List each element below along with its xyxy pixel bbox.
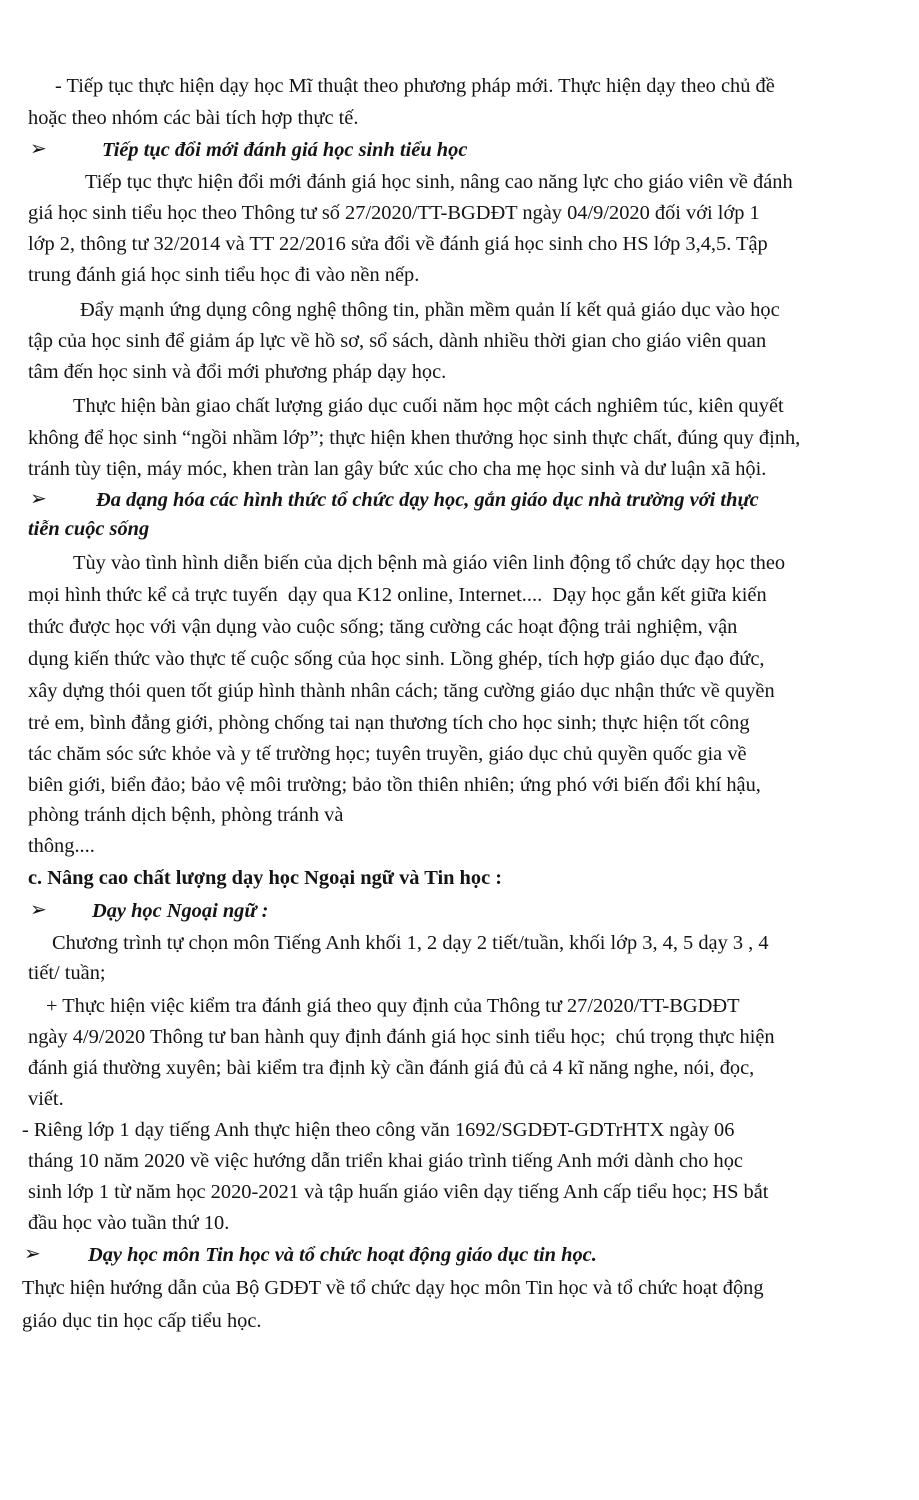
text-line: Thực hiện bàn giao chất lượng giáo dục cuối năm học một cách nghiêm túc, kiên quyết	[73, 395, 784, 417]
arrowhead-bullet-icon: ➢	[30, 488, 47, 510]
section-heading: Đa dạng hóa các hình thức tổ chức dạy học, gắn giáo dục nhà trường với thực	[96, 489, 759, 511]
text-line: phòng tránh dịch bệnh, phòng tránh và	[28, 804, 344, 826]
text-line: xây dựng thói quen tốt giúp hình thành nhân cách; tăng cường giáo dục nhận thức về quyền	[28, 680, 775, 702]
section-heading: Dạy học Ngoại ngữ :	[92, 900, 269, 922]
text-line: Chương trình tự chọn môn Tiếng Anh khối 1, 2 dạy 2 tiết/tuần, khối lớp 3, 4, 5 dạy 3 , 4	[52, 932, 769, 954]
text-line: lớp 2, thông tư 32/2014 và TT 22/2016 sửa đổi về đánh giá học sinh cho HS lớp 3,4,5. Tập	[28, 233, 768, 255]
text-line: Thực hiện hướng dẫn của Bộ GDĐT về tổ chức dạy học môn Tin học và tổ chức hoạt động	[22, 1277, 764, 1299]
text-line: đánh giá thường xuyên; bài kiểm tra định kỳ cần đánh giá đủ cả 4 kĩ năng nghe, nói, đọc,	[28, 1057, 755, 1079]
section-heading: tiễn cuộc sống	[28, 518, 150, 540]
text-line: hoặc theo nhóm các bài tích hợp thực tế.	[28, 107, 359, 129]
text-line: tiết/ tuần;	[28, 962, 106, 984]
text-line: + Thực hiện việc kiểm tra đánh giá theo quy định của Thông tư 27/2020/TT-BGDĐT	[46, 995, 740, 1017]
text-line: giá học sinh tiểu học theo Thông tư số 27/2020/TT-BGDĐT ngày 04/9/2020 đối với lớp 1	[28, 202, 760, 224]
text-line: ngày 4/9/2020 Thông tư ban hành quy định đánh giá học sinh tiểu học; chú trọng thực hiện	[28, 1026, 775, 1048]
text-line: - Riêng lớp 1 dạy tiếng Anh thực hiện theo công văn 1692/SGDĐT-GDTrHTX ngày 06	[22, 1119, 735, 1141]
text-line: tập của học sinh để giảm áp lực về hồ sơ, sổ sách, dành nhiều thời gian cho giáo viên quan	[28, 330, 767, 352]
text-line: Tiếp tục thực hiện đổi mới đánh giá học sinh, nâng cao năng lực cho giáo viên về đánh	[85, 171, 793, 193]
text-line: biên giới, biển đảo; bảo vệ môi trường; bảo tồn thiên nhiên; ứng phó với biến đổi khí hậu,	[28, 774, 761, 796]
section-heading: Tiếp tục đổi mới đánh giá học sinh tiểu học	[102, 139, 468, 161]
arrowhead-bullet-icon: ➢	[24, 1243, 41, 1265]
text-line: dụng kiến thức vào thực tế cuộc sống của học sinh. Lồng ghép, tích hợp giáo dục đạo đức,	[28, 648, 765, 670]
text-line: - Tiếp tục thực hiện dạy học Mĩ thuật theo phương pháp mới. Thực hiện dạy theo chủ đề	[55, 75, 775, 97]
arrowhead-bullet-icon: ➢	[30, 138, 47, 160]
text-line: trung đánh giá học sinh tiểu học đi vào nền nếp.	[28, 264, 420, 286]
section-heading: Dạy học môn Tin học và tổ chức hoạt động giáo dục tin học.	[88, 1244, 597, 1266]
text-line: Tùy vào tình hình diễn biến của dịch bệnh mà giáo viên linh động tổ chức dạy học theo	[73, 552, 786, 574]
subsection-heading: c. Nâng cao chất lượng dạy học Ngoại ngữ và Tin học :	[28, 867, 503, 889]
text-line: mọi hình thức kể cả trực tuyến dạy qua K12 online, Internet.... Dạy học gắn kết giữa kiến	[28, 584, 767, 606]
text-line: tâm đến học sinh và đổi mới phương pháp dạy học.	[28, 361, 447, 383]
text-line: tránh tùy tiện, máy móc, khen tràn lan gây bức xúc cho cha mẹ học sinh và dư luận xã hội.	[28, 458, 767, 480]
text-line: trẻ em, bình đẳng giới, phòng chống tai nạn thương tích cho học sinh; thực hiện tốt công	[28, 712, 750, 734]
text-line: tác chăm sóc sức khỏe và y tế trường học; tuyên truyền, giáo dục chủ quyền quốc gia về	[28, 743, 747, 765]
text-line: viết.	[28, 1088, 64, 1110]
text-line: thức được học với vận dụng vào cuộc sống; tăng cường các hoạt động trải nghiệm, vận	[28, 616, 738, 638]
arrowhead-bullet-icon: ➢	[30, 899, 47, 921]
text-line: Đẩy mạnh ứng dụng công nghệ thông tin, phần mềm quản lí kết quả giáo dục vào học	[80, 299, 780, 321]
text-line: đầu học vào tuần thứ 10.	[28, 1212, 230, 1234]
text-line: giáo dục tin học cấp tiểu học.	[22, 1310, 262, 1332]
text-line: thông....	[28, 835, 95, 857]
text-line: tháng 10 năm 2020 về việc hướng dẫn triển khai giáo trình tiếng Anh mới dành cho học	[28, 1150, 743, 1172]
text-line: sinh lớp 1 từ năm học 2020-2021 và tập huấn giáo viên dạy tiếng Anh cấp tiểu học; HS bắt	[28, 1181, 769, 1203]
text-line: không để học sinh “ngồi nhầm lớp”; thực hiện khen thưởng học sinh thực chất, đúng quy định,	[28, 427, 801, 449]
